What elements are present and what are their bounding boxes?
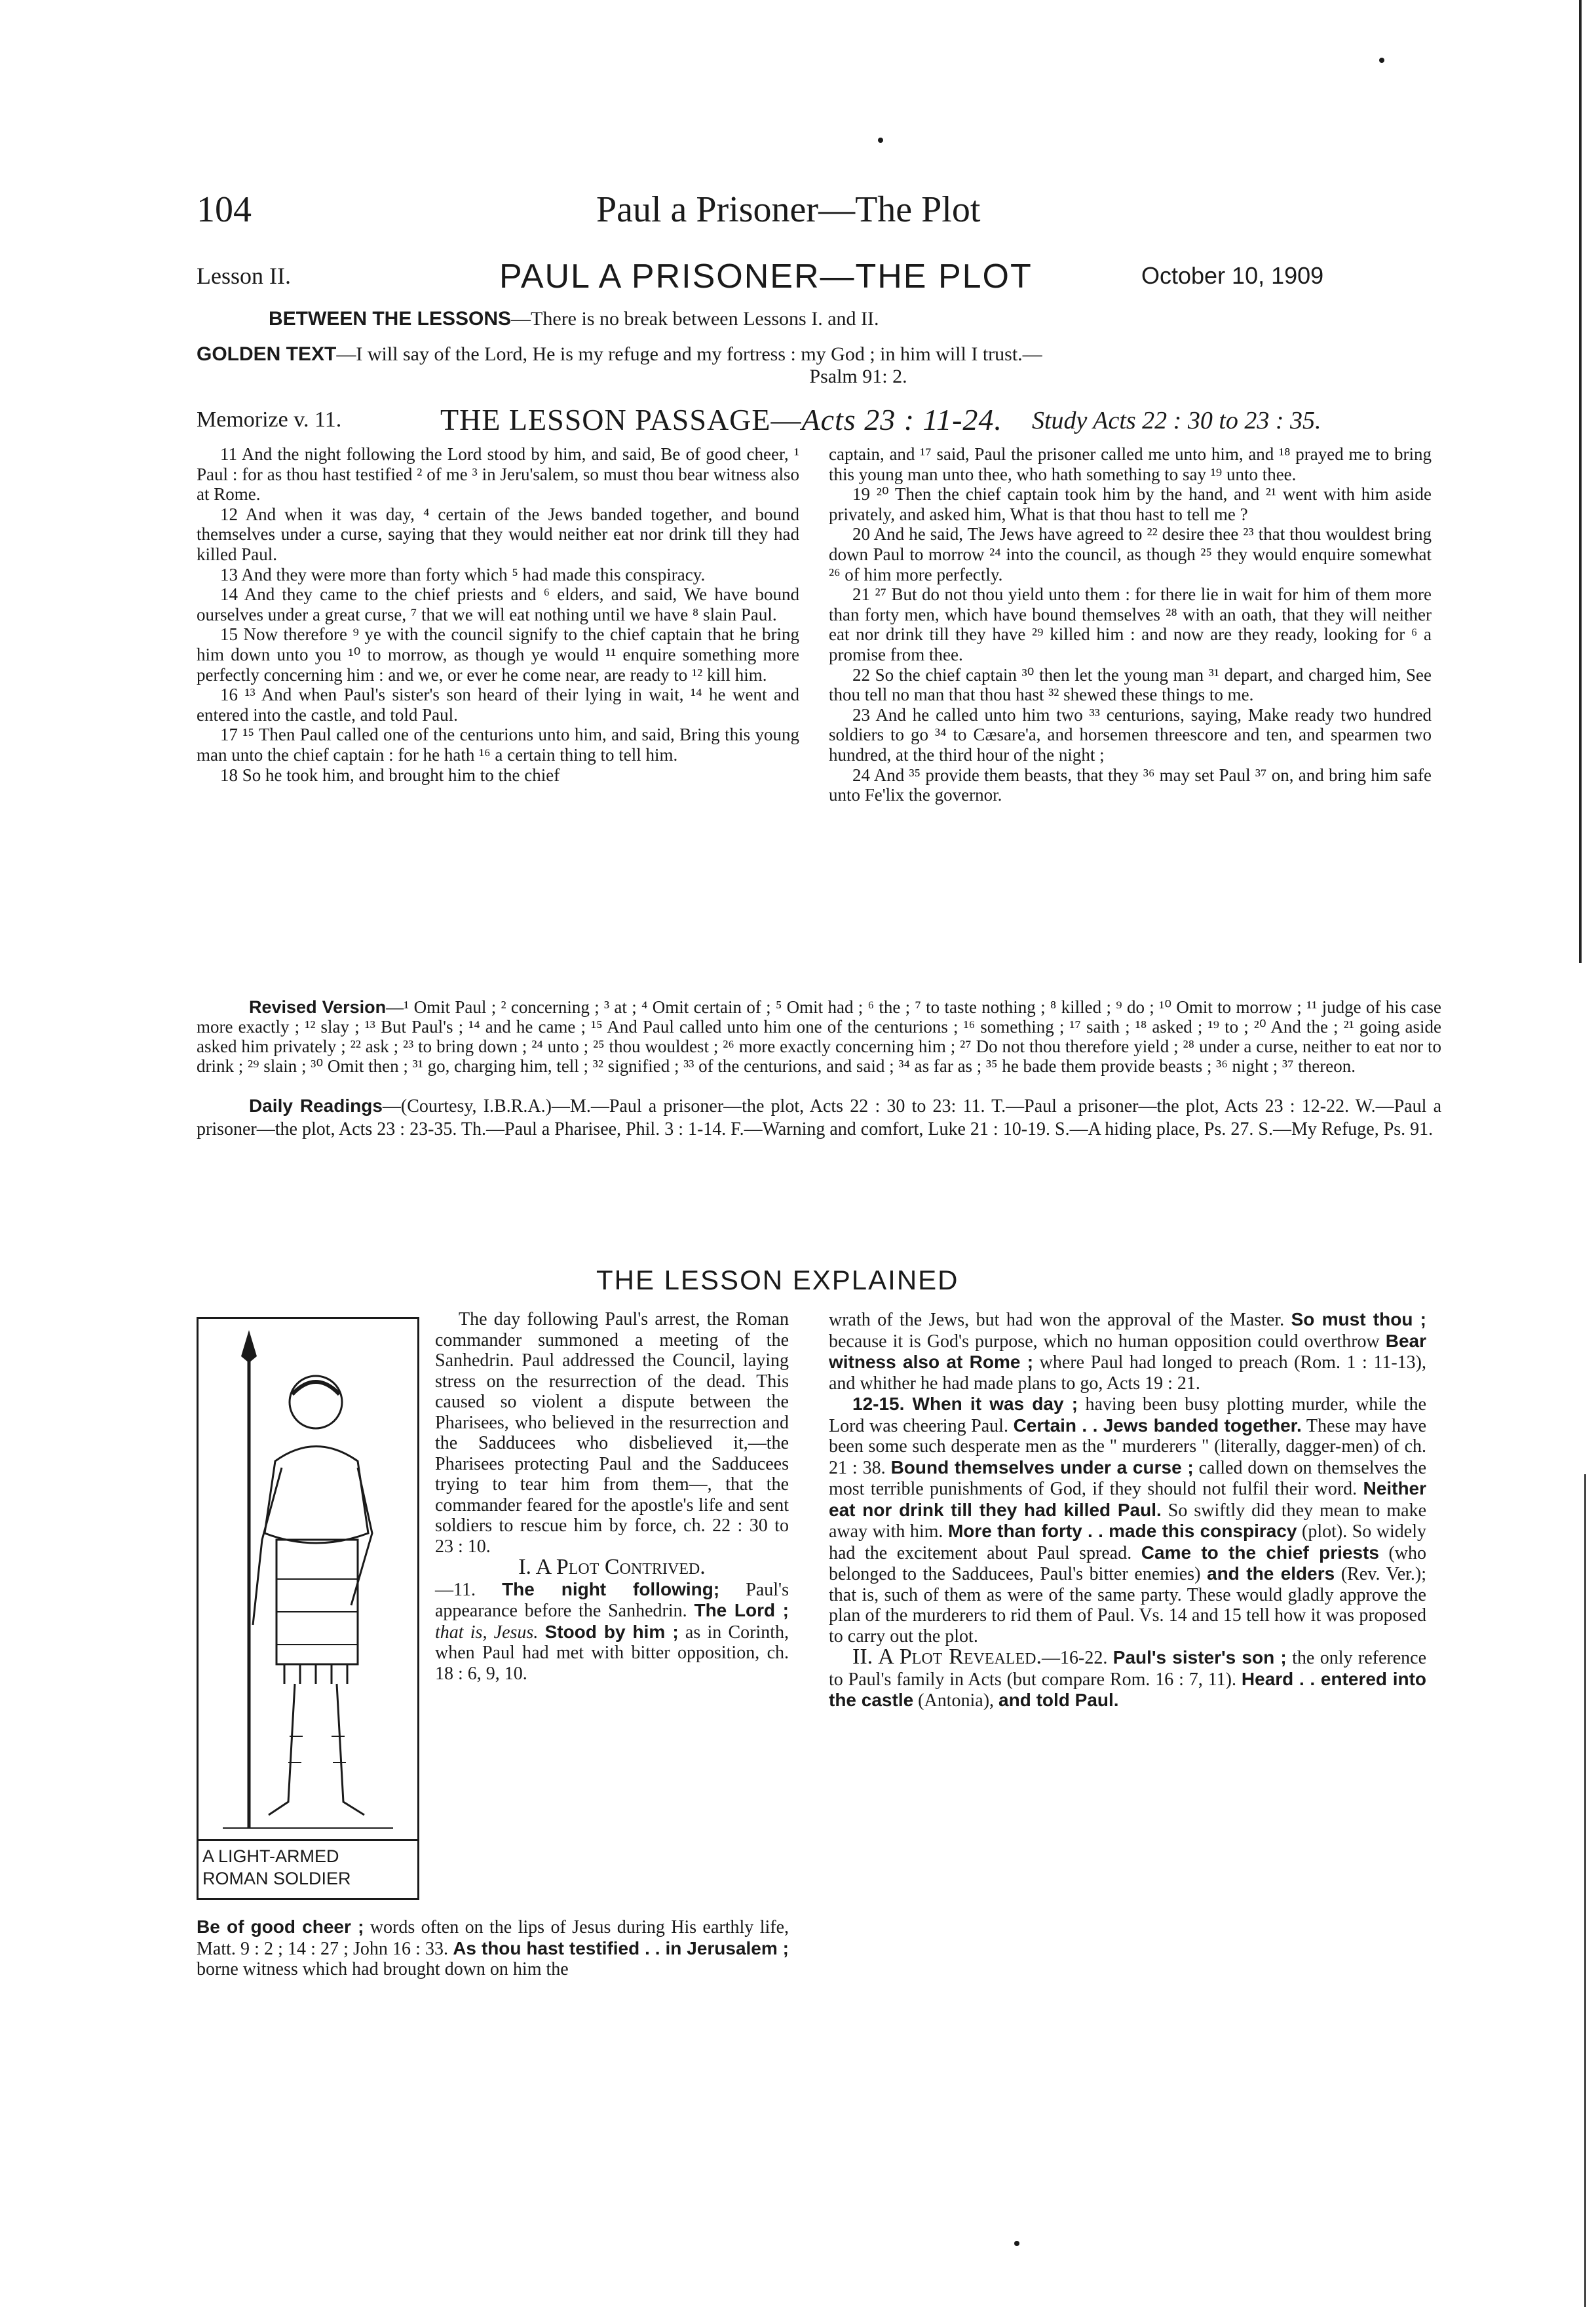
ink-speck — [1379, 58, 1384, 63]
explain-keyword: 12-15. When it was day ; — [852, 1394, 1078, 1414]
verse: 12 And when it was day, ⁴ certain of the Jews banded together, and bound themselves under a curse, saying that they would neither eat nor drink till they had killed Paul. — [197, 504, 799, 564]
passage-column-left — [197, 444, 799, 785]
s2-keyword: Paul's sister's son ; — [1112, 1647, 1287, 1668]
passage-heading — [197, 405, 1441, 444]
intro-paragraph: The day following Paul's arrest, the Roman commander summoned a meeting of the Sanhedrin. Paul addressed the Council, laying stress on the resurrection of the dead. This caused so violent a dispute between the Pharisees, who believed in the resurrection and the Sadducees who disbelieved it,—the Pharisees protecting Paul and the Sadducees trying to tear him from them—, that the commander feared for the apostle's life and sent soldiers to rescue him by force, ch. 22 : 30 to 23 : 10. — [435, 1309, 789, 1557]
explain-keyword: Certain . . Jews banded together. — [1013, 1415, 1302, 1436]
verse: 23 And he called unto him two ³³ centurions, saying, Make ready two hundred soldiers to go ³⁴ to Cæsare'a, and horsemen threescore and ten, and spearmen two hundred, at the third hour of the night ; — [829, 704, 1432, 765]
passage-title — [440, 402, 1002, 437]
page-number: 104 — [197, 189, 252, 230]
between-text: —There is no break between Lessons I. and II. — [511, 308, 879, 330]
explained-column-right — [829, 1309, 1426, 1711]
explain-keyword: and the elders — [1207, 1563, 1335, 1584]
explain-text: called down on themselves the most terrible punishments of God, if they should not fulfil their word. — [829, 1457, 1427, 1499]
explain-keyword: Bound themselves under a curse ; — [890, 1457, 1194, 1478]
s1-text: words often on the lips of Jesus during His earthly life, Matt. 9 : 2 ; 14 : 27 ; John 16 : 33. — [197, 1917, 789, 1959]
golden-body: —I will say of the Lord, He is my refuge and my fortress : my God ; in him will I trust.— — [336, 343, 1042, 365]
passage-ref: Acts 23 : 11-24. — [801, 403, 1002, 436]
golden-text — [197, 343, 1441, 388]
verse: 17 ¹⁵ Then Paul called one of the centurions unto him, and said, Bring this young man unto the chief captain : for he hath ¹⁶ a certain thing to tell him. — [197, 725, 799, 765]
roman-soldier-image — [197, 1317, 419, 1841]
section2-paragraph — [829, 1647, 1426, 1711]
explained-column-left-bottom — [197, 1916, 789, 1980]
explain-paragraph — [829, 1394, 1426, 1647]
explain-text: because it is God's purpose, which no human opposition could overthrow — [829, 1331, 1380, 1352]
verse: 20 And he said, The Jews have agreed to ²² desire thee ²³ that thou wouldest bring down Paul to morrow ²⁴ into the council, as though ²⁵ they would enquire somewhat ²⁶ of him more perfectly. — [829, 524, 1432, 584]
explain-text: These may have been some such desperate men as the " murderers " (literally, dagger-men) of ch. 21 : 38. — [829, 1415, 1427, 1478]
caption-line: A LIGHT-ARMED — [202, 1846, 339, 1866]
verse: 16 ¹³ And when Paul's sister's son heard of their lying in wait, ¹⁴ he went and entered into the castle, and told Paul. — [197, 685, 799, 725]
s1-text: borne witness which had brought down on him the — [197, 1959, 569, 1979]
scan-edge — [1584, 1474, 1586, 2307]
s2-text: (Antonia), — [918, 1690, 995, 1711]
verse: 13 And they were more than forty which ⁵ had made this conspiracy. — [220, 564, 706, 584]
section-head-text: II. A Plot Revealed. — [852, 1645, 1042, 1669]
explain-keyword: Neither eat nor drink till they had killed Paul. — [829, 1478, 1427, 1520]
lesson-date: October 10, 1909 — [1141, 262, 1324, 289]
explain-text: having been busy plotting murder, while the Lord was cheering Paul. — [829, 1394, 1426, 1436]
verse: 14 And they came to the chief priests and ⁶ elders, and said, We have bound ourselves under a great curse, ⁷ that we will eat nothing until we have ⁸ slain Paul. — [197, 584, 799, 624]
explain-text: So swiftly did they mean to make away with him. — [829, 1500, 1427, 1542]
verse: captain, and ¹⁷ said, Paul the prisoner called me unto him, and ¹⁸ prayed me to bring this young man unto thee, who hath something to say ¹⁹ unto thee. — [829, 444, 1432, 484]
verse: 22 So the chief captain ³⁰ then let the young man ³¹ depart, and charged him, See thou tell no man that thou hast ³² shewed these things to me. — [829, 664, 1432, 705]
explain-text: where Paul had longed to preach (Rom. 1 : 11-13), and whither he had made plans to go, Acts 19 : 21. — [829, 1352, 1426, 1394]
explain-keyword: Bear witness also at Rome ; — [829, 1330, 1426, 1372]
section-heading-1 — [435, 1557, 789, 1579]
soldier-illustration — [197, 1317, 419, 1887]
lesson-bar — [197, 257, 1441, 296]
memorize-note: Memorize v. 11. — [197, 408, 342, 432]
explain-keyword: Came to the chief priests — [1141, 1542, 1379, 1563]
revised-version — [197, 997, 1441, 1076]
s1-keyword: The night following; — [502, 1578, 720, 1599]
daily-readings — [197, 1094, 1441, 1141]
verse: 11 And the night following the Lord stood by him, and said, Be of good cheer, ¹ Paul : for as thou hast testified ² of me ³ in Jeru'salem, so must thou bear witness also at Rome. — [197, 444, 799, 505]
soldier-caption — [197, 1840, 419, 1900]
explain-paragraph — [829, 1309, 1426, 1394]
passage-column-right — [829, 444, 1432, 805]
s1-text: that is, Jesus. — [435, 1622, 539, 1643]
lesson-number: Lesson II. — [197, 263, 291, 289]
explain-text: wrath of the Jews, but had won the approval of the Master. — [829, 1310, 1285, 1330]
explain-text: (Rev. Ver.); that is, such of them as were of the same party. These would gladly approve the plan of the murderers to rid them of Paul. Vs. 14 and 15 tell how it was proposed to carry out the plot. — [829, 1564, 1427, 1647]
study-note: Study Acts 22 : 30 to 23 : 35. — [1032, 407, 1321, 434]
ink-speck — [878, 138, 883, 143]
verse: 15 Now therefore ⁹ ye with the council signify to the chief captain that he bring him down unto you ¹⁰ to morrow, as though ye would ¹¹ enquire something more perfectly concerning him : and we, or ever he come near, are ready to ¹² kill him. — [197, 624, 799, 685]
s2-keyword: and told Paul. — [998, 1690, 1119, 1710]
s2-text: the only reference to Paul's family in Acts (but compare Rom. 16 : 7, 11). — [829, 1648, 1427, 1690]
s1-keyword: Stood by him ; — [544, 1621, 679, 1642]
golden-label: GOLDEN TEXT — [197, 343, 337, 365]
s1-text: as in Corinth, when Paul had met with bitter opposition, ch. 18 : 6, 9, 10. — [435, 1622, 789, 1684]
caption-line: ROMAN SOLDIER — [202, 1869, 351, 1888]
between-label: BETWEEN THE LESSONS — [269, 308, 512, 330]
explain-text: (plot). So widely had the excitement about Paul spread. — [829, 1521, 1427, 1563]
section1-paragraph — [435, 1579, 789, 1685]
running-title: Paul a Prisoner—The Plot — [596, 189, 981, 230]
s2-ref: —16-22. — [1042, 1648, 1108, 1668]
revised-label: Revised Version — [249, 997, 387, 1017]
s2-keyword: Heard . . entered into the castle — [829, 1668, 1426, 1710]
lesson-title: PAUL A PRISONER—THE PLOT — [499, 257, 1033, 296]
revised-text: —¹ Omit Paul ; ² concerning ; ³ at ; ⁴ Omit certain of ; ⁵ Omit had ; ⁶ the ; ⁷ to taste nothing ; ⁸ killed ; ⁹ do ; ¹⁰ Omit to morrow ; ¹¹ judge of his case more exactly ; ¹² slay ; ¹³ But Paul's ; ¹⁴ and he came ; ¹⁵ And Paul called unto him one of the centurions ; ¹⁶ something ; ¹⁷ saith ; ¹⁸ asked ; ¹⁹ to ; ²⁰ And the ; ²¹ going aside asked him privately ; ²² ask ; ²³ to bring down ; ²⁴ unto ; ²⁵ thou wouldest ; ²⁶ more exactly concerning him ; ²⁷ Do not thou therefore yield ; ²⁸ under a curse, neither to eat nor to drink ; ²⁹ slain ; ³⁰ Omit then ; ³¹ go, charging him, tell ; ³² signified ; ³³ of the centurions, and said ; ³⁴ as far as ; ³⁵ he bade them provide beasts ; ³⁶ night ; ³⁷ thereon. — [197, 997, 1441, 1076]
golden-ref: Psalm 91: 2. — [809, 366, 907, 387]
explained-column-left — [435, 1309, 789, 1684]
s1-keyword: The Lord ; — [694, 1600, 789, 1620]
scan-edge — [1579, 0, 1582, 963]
ink-speck — [1014, 2241, 1019, 2246]
section-head-text: I. A Plot Contrived. — [518, 1555, 706, 1579]
daily-text: —(Courtesy, I.B.R.A.)—M.—Paul a prisoner—the plot, Acts 22 : 30 to 23: 11. T.—Paul a prisoner—the plot, Acts 23 : 12-22. W.—Paul a prisoner—the plot, Acts 23 : 23-35. Th.—Paul a Pharisee, Phil. 3 : 1-14. F.—Warning and comfort, Luke 21 : 10-19. S.—A hiding place, Ps. 27. S.—My Refuge, Ps. 91. — [197, 1096, 1441, 1139]
verse: 18 So he took him, and brought him to the chief — [220, 765, 560, 785]
between-lessons — [269, 308, 879, 330]
s1-ref: —11. — [435, 1579, 476, 1600]
s1-keyword: Be of good cheer ; — [197, 1916, 364, 1937]
explain-text: (who belonged to the Sadducees, Paul's bitter enemies) — [829, 1542, 1427, 1584]
daily-label: Daily Readings — [249, 1096, 383, 1116]
verse: 24 And ³⁵ provide them beasts, that they ³⁶ may set Paul ³⁷ on, and bring him safe unto Fe'lix the governor. — [829, 765, 1432, 805]
s1-keyword: As thou hast testified . . in Jerusalem ; — [453, 1937, 789, 1958]
verse: 21 ²⁷ But do not thou yield unto them : for there lie in wait for him of them more than forty men, which have bound themselves ²⁸ with an oath, that they will neither eat nor drink till they have ²⁹ killed him : and now are they ready, looking for ⁶ a promise from thee. — [829, 584, 1432, 664]
passage-title-text: THE LESSON PASSAGE— — [440, 403, 802, 436]
s1-text: Paul's appearance before the Sanhedrin. — [435, 1579, 789, 1621]
explain-keyword: So must thou ; — [1291, 1309, 1426, 1329]
section1-paragraph-cont — [197, 1916, 789, 1980]
verse: 19 ²⁰ Then the chief captain took him by the hand, and ²¹ went with him aside privately, and asked him, What is that thou hast to tell me ? — [829, 484, 1432, 524]
explained-heading: THE LESSON EXPLAINED — [596, 1265, 959, 1295]
running-header — [197, 189, 1422, 231]
explain-keyword: More than forty . . made this conspiracy — [947, 1521, 1297, 1541]
